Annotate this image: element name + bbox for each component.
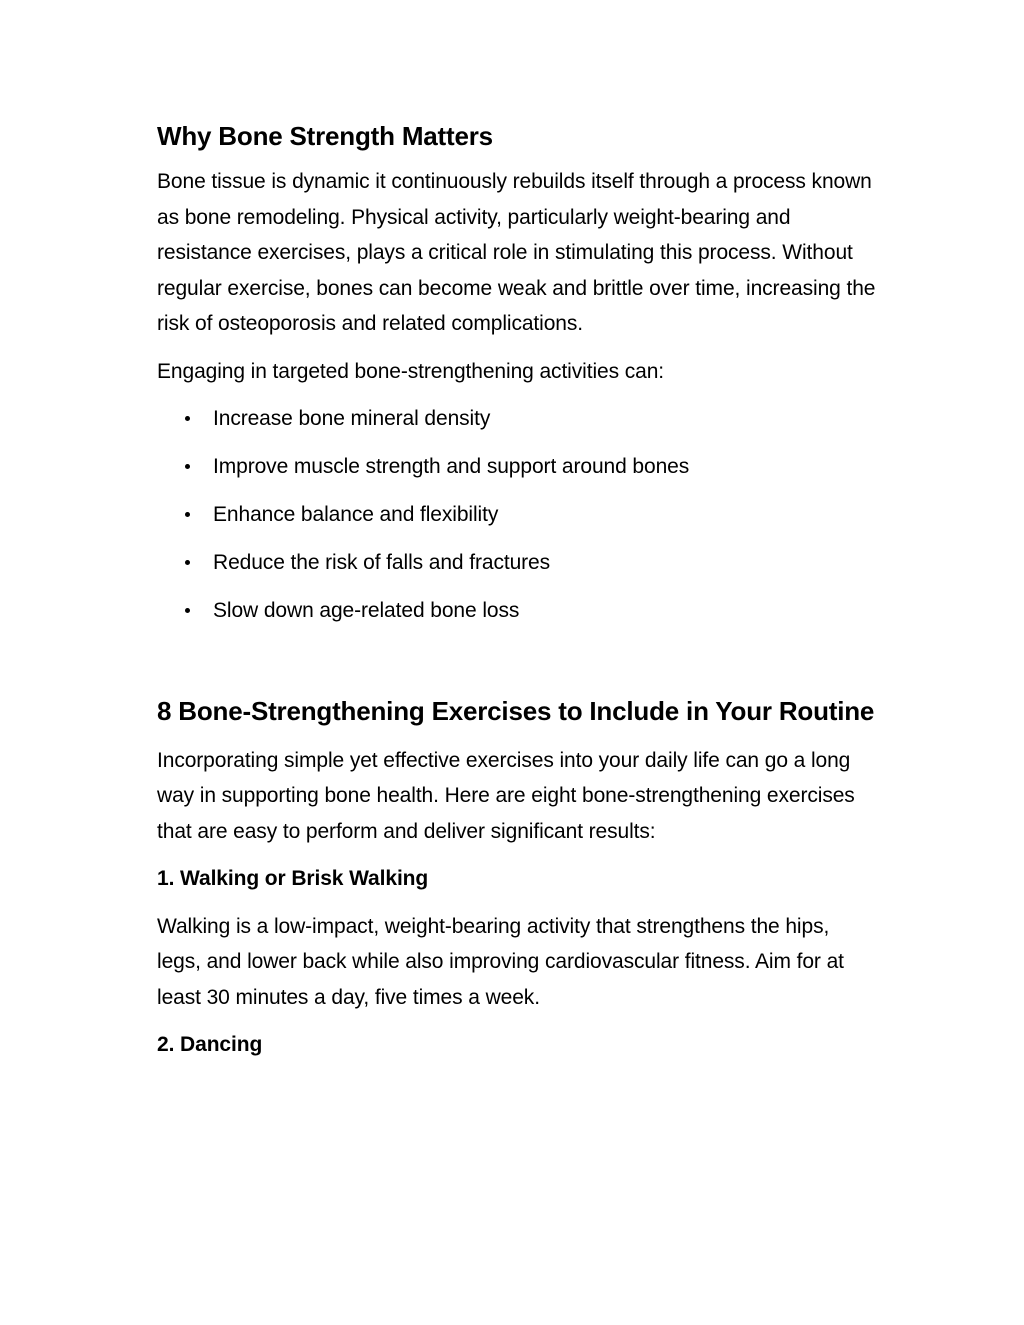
exercise-title-walking: 1. Walking or Brisk Walking: [157, 867, 429, 890]
list-item-text: Slow down age-related bone loss: [213, 599, 520, 622]
paragraph-exercises-intro: Incorporating simple yet effective exercises into your daily life can go a long way in supporting bone health. Here are eight bone-strengthening exercises that are easy to perform and deliver significant results:: [157, 748, 855, 843]
list-item: [157, 545, 877, 581]
paragraph-benefits-intro: Engaging in targeted bone-strengthening activities can:: [157, 359, 665, 383]
bullet-icon: [185, 608, 190, 613]
list-item-text: Improve muscle strength and support around bones: [213, 455, 690, 478]
list-item-text: Enhance balance and flexibility: [213, 503, 499, 526]
list-item: [157, 401, 877, 437]
list-item-text: Increase bone mineral density: [213, 407, 491, 430]
paragraph-bone-remodeling: Bone tissue is dynamic it continuously rebuilds itself through a process known as bone remodeling. Physical activity, particularly weight-bearing and resistance exercises, plays a critical role in stimulating this process. Without regular exercise, bones can become weak and brittle over time, increasing the risk of osteoporosis and related complications.: [157, 170, 876, 335]
list-item: [157, 593, 877, 629]
paragraph-walking: Walking is a low-impact, weight-bearing activity that strengthens the hips, legs, and lower back while also improving cardiovascular fitness. Aim for at least 30 minutes a day, five times a week.: [157, 914, 844, 1009]
document-page: [157, 114, 877, 1075]
section-heading-why-bone-strength: Why Bone Strength Matters: [157, 121, 493, 151]
bullet-icon: [185, 464, 190, 469]
benefits-list: [157, 401, 877, 629]
bullet-icon: [185, 512, 190, 517]
bullet-icon: [185, 416, 190, 421]
list-item: [157, 497, 877, 533]
list-item-text: Reduce the risk of falls and fractures: [213, 551, 551, 574]
bullet-icon: [185, 560, 190, 565]
exercise-title-dancing: 2. Dancing: [157, 1033, 263, 1056]
list-item: [157, 449, 877, 485]
section-heading-exercises: 8 Bone-Strengthening Exercises to Include in Your Routine: [157, 695, 875, 726]
